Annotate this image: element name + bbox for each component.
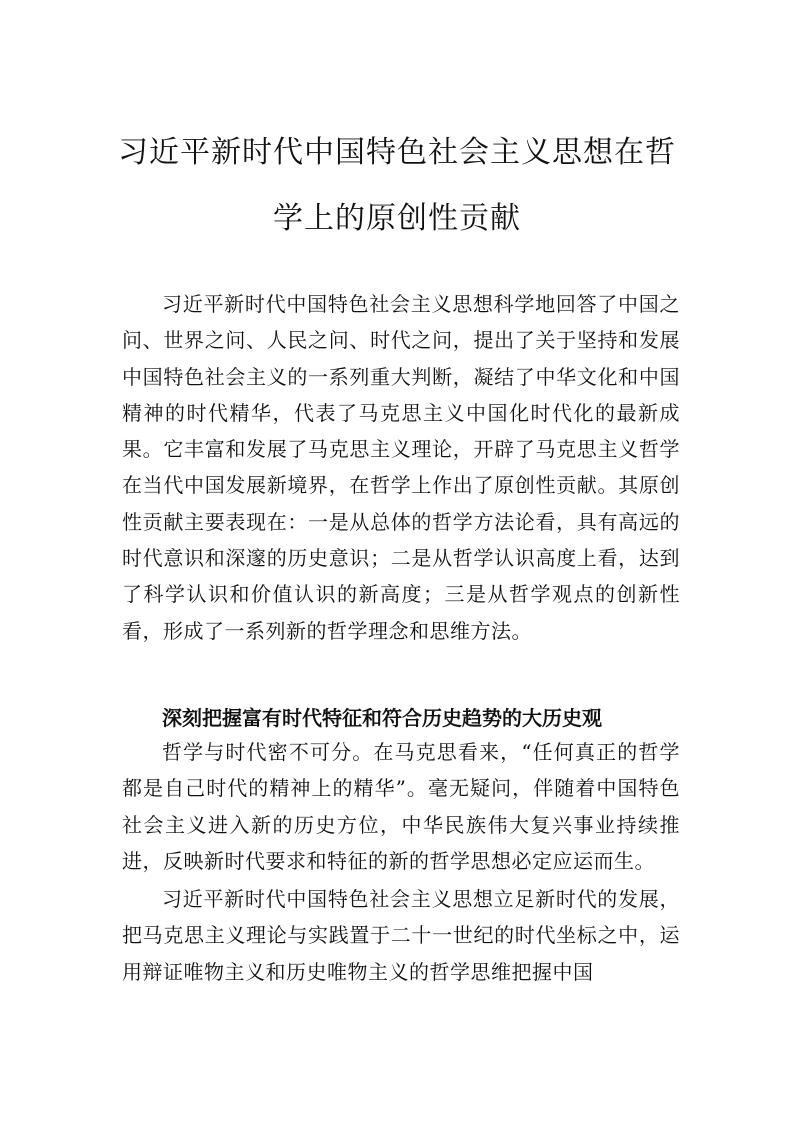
paragraph-intro: 习近平新时代中国特色社会主义思想科学地回答了中国之问、世界之问、人民之问、时代之问，提出了关于坚持和发展中国特色社会主义的一系列重大判断，凝结了中华文化和中国精神的时代精华，代表了马克思主义中国化时代化的最新成果。它丰富和发展了马克思主义理论，开辟了马克思主义哲学在当代中国发展新境界，在哲学上作出了原创性贡献。其原创性贡献主要表现在：一是从总体的哲学方法论看，具有高远的时代意识和深邃的历史意识；二是从哲学认识高度上看，达到了科学认识和价值认识的新高度；三是从哲学观点的创新性看，形成了一系列新的哲学理念和思维方法。 (122, 292, 680, 643)
document-title (112, 120, 682, 252)
title-line-2: 学上的原创性贡献 (273, 201, 521, 236)
paragraph-philosophy-and-era: 哲学与时代密不可分。在马克思看来，“任何真正的哲学都是自己时代的精神上的精华”。毫无疑问，伴随着中国特色社会主义进入新的历史方位，中华民族伟大复兴事业持续推进，反映新时代要求和特征的新的哲学思想必定应运而生。 (122, 740, 680, 873)
section-heading: 深刻把握富有时代特征和符合历史趋势的大历史观 (162, 706, 602, 730)
paragraph-new-era-development: 习近平新时代中国特色社会主义思想立足新时代的发展，把马克思主义理论与实践置于二十一世纪的时代坐标之中，运用辩证唯物主义和历史唯物主义的哲学思维把握中国 (122, 887, 680, 984)
title-line-1: 习近平新时代中国特色社会主义思想在哲 (118, 135, 676, 170)
